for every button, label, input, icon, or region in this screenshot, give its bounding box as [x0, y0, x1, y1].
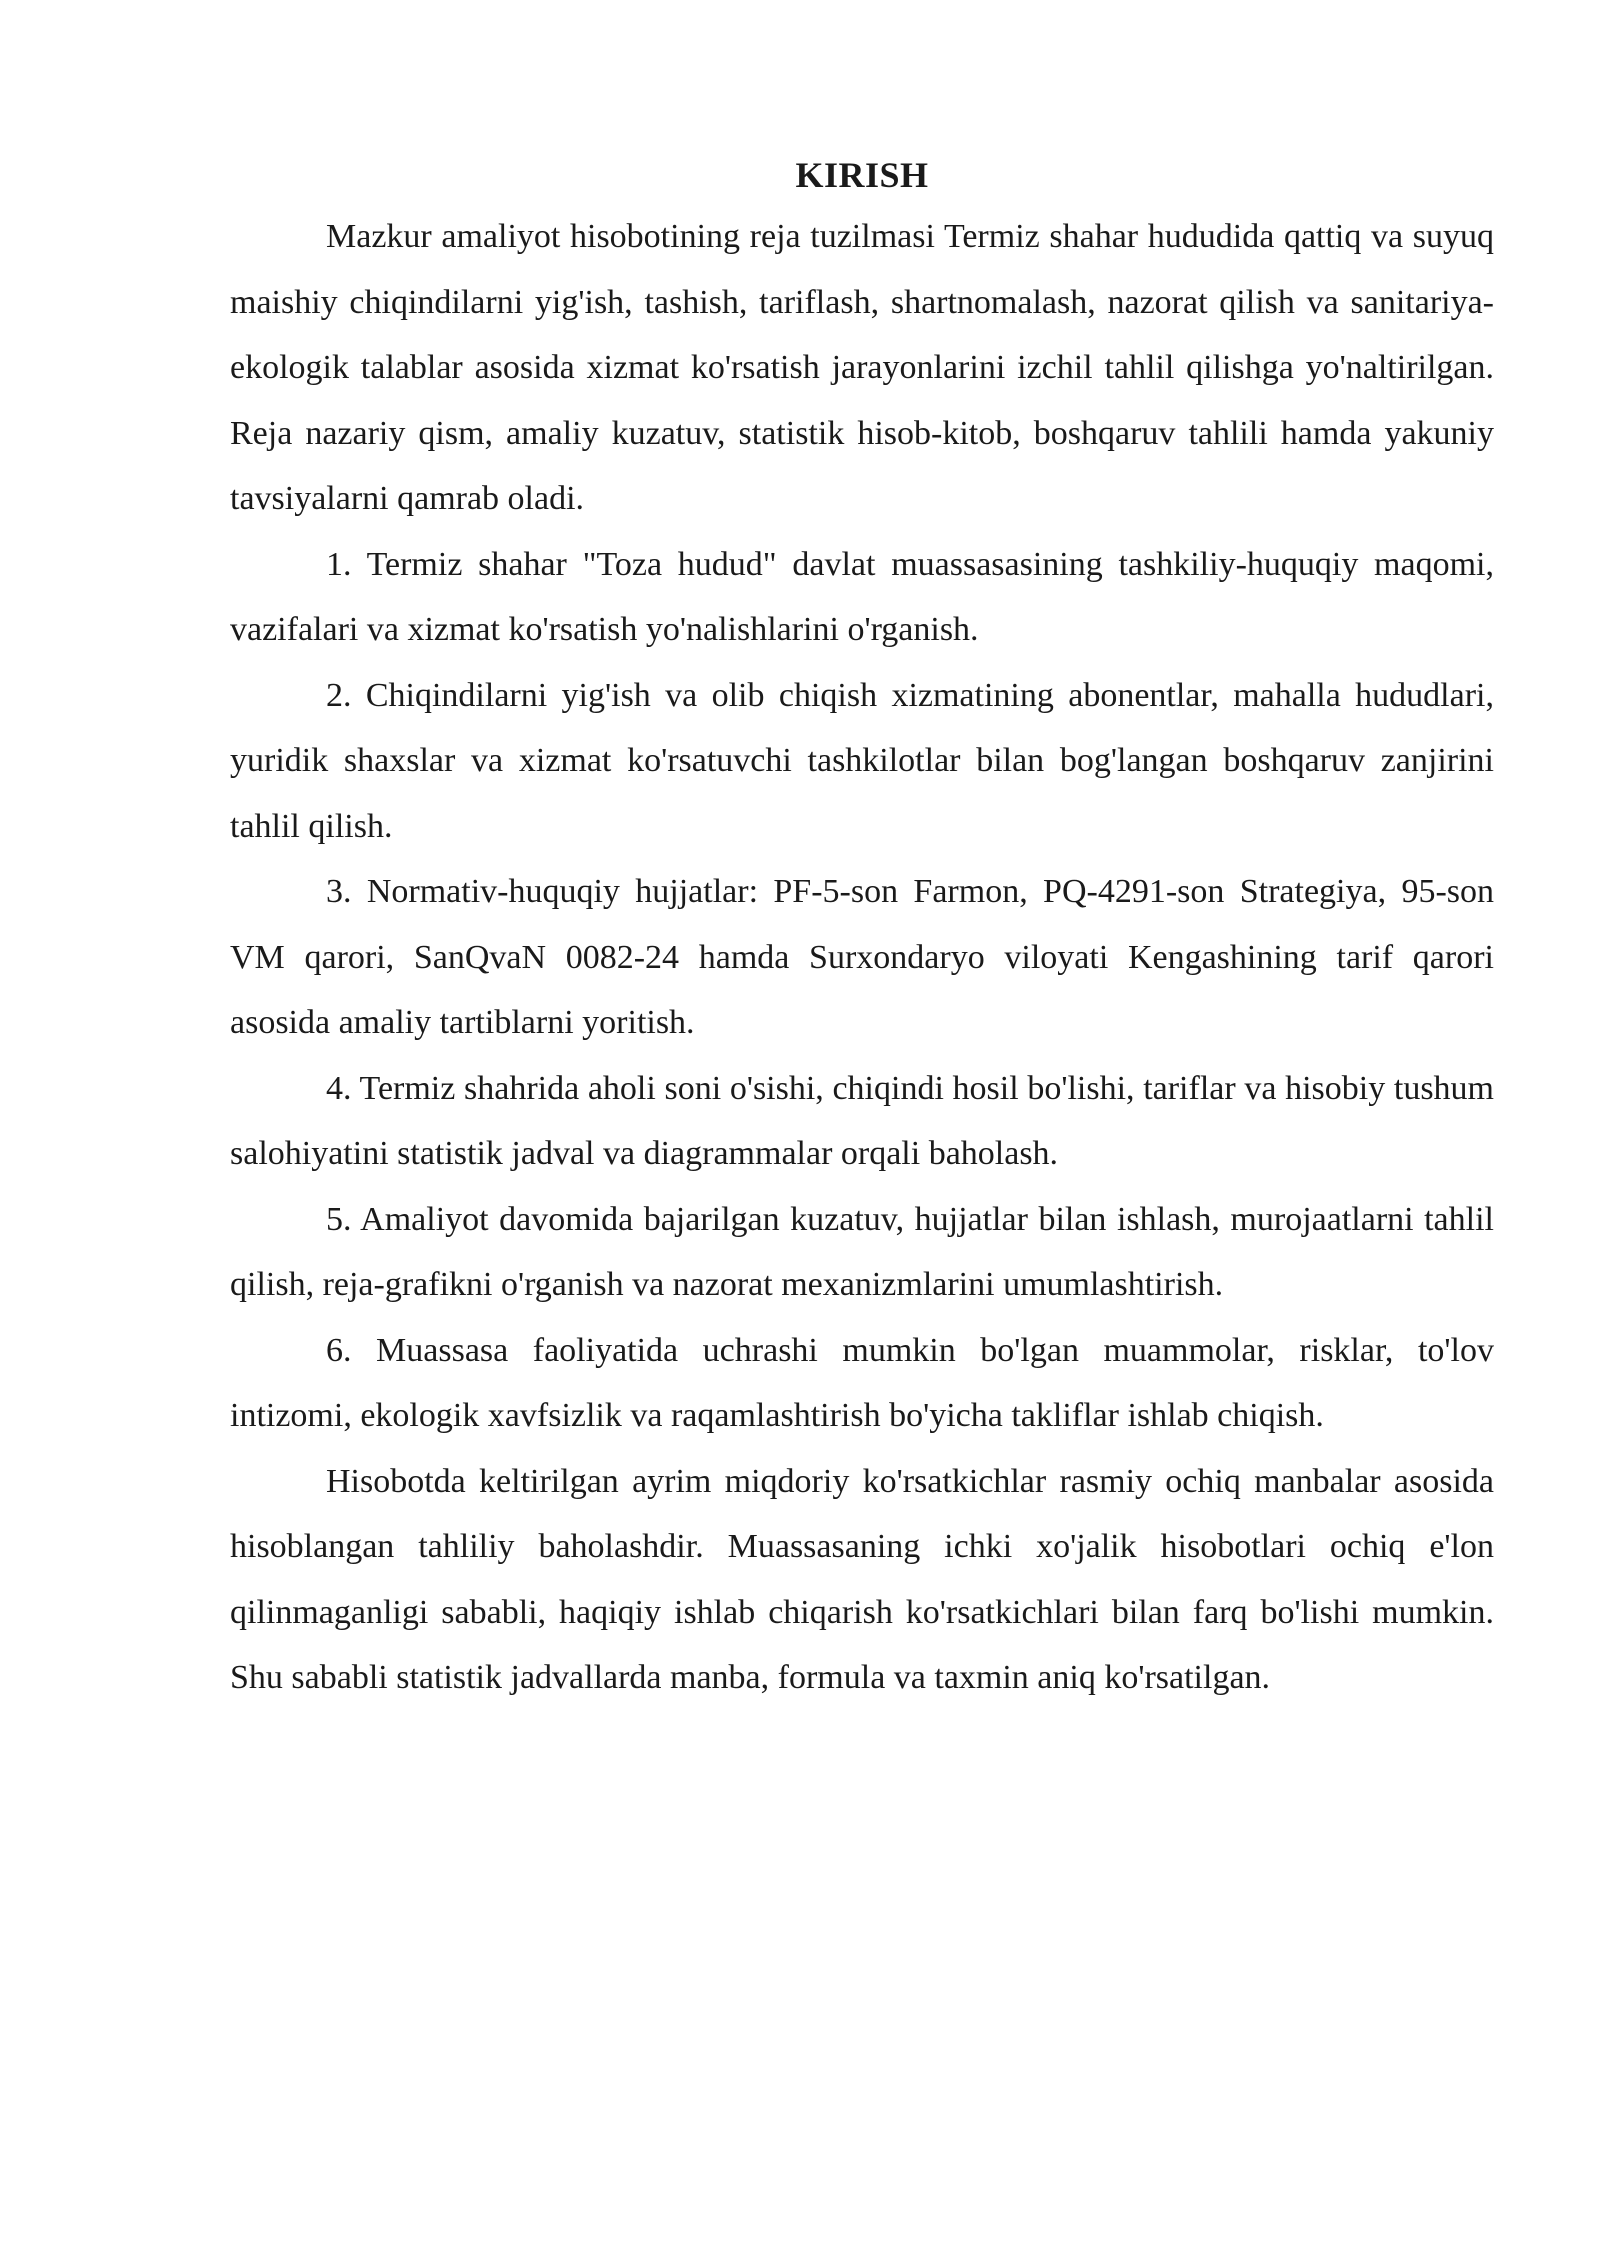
list-item-5: 5. Amaliyot davomida bajarilgan kuzatuv, hujjatlar bilan ishlash, murojaatlarni tahlil qilish, reja-grafikni o'rganish va nazorat mexanizmlarini umumlashtirish.	[230, 1200, 1494, 1303]
list-item-6: 6. Muassasa faoliyatida uchrashi mumkin bo'lgan muammolar, risklar, to'lov intizomi, ekologik xavfsizlik va raqamlashtirish bo'yicha takliflar ishlab chiqish.	[230, 1331, 1494, 1434]
list-item-4: 4. Termiz shahrida aholi soni o'sishi, chiqindi hosil bo'lishi, tariflar va hisobiy tushum salohiyatini statistik jadval va diagrammalar orqali baholash.	[230, 1069, 1494, 1172]
closing-paragraph: Hisobotda keltirilgan ayrim miqdoriy ko'rsatkichlar rasmiy ochiq manbalar asosida hisoblangan tahliliy baholashdir. Muassasaning ichki xo'jalik hisobotlari ochiq e'lon qilinmaganligi sababli, haqiqiy ishlab chiqarish ko'rsatkichlari bilan farq bo'lishi mumkin. Shu sababli statistik jadvallarda manba, formula va taxmin aniq ko'rsatilgan.	[230, 1462, 1494, 1696]
list-item-1: 1. Termiz shahar "Toza hudud" davlat muassasasining tashkiliy-huquqiy maqomi, vazifalari va xizmat ko'rsatish yo'nalishlarini o'rganish.	[230, 545, 1494, 648]
document-page	[230, 150, 1494, 1711]
page-title: KIRISH	[795, 155, 929, 195]
intro-paragraph: Mazkur amaliyot hisobotining reja tuzilmasi Termiz shahar hududida qattiq va suyuq maishiy chiqindilarni yig'ish, tashish, tariflash, shartnomalash, nazorat qilish va sanitariya-ekologik talablar asosida xizmat ko'rsatish jarayonlarini izchil tahlil qilishga yo'naltirilgan. Reja nazariy qism, amaliy kuzatuv, statistik hisob-kitob, boshqaruv tahlili hamda yakuniy tavsiyalarni qamrab oladi.	[230, 218, 1494, 517]
list-item-2: 2. Chiqindilarni yig'ish va olib chiqish xizmatining abonentlar, mahalla hududlari, yuridik shaxslar va xizmat ko'rsatuvchi tashkilotlar bilan bog'langan boshqaruv zanjirini tahlil qilish.	[230, 676, 1494, 845]
list-item-3: 3. Normativ-huquqiy hujjatlar: PF-5-son Farmon, PQ-4291-son Strategiya, 95-son VM qarori, SanQvaN 0082-24 hamda Surxondaryo viloyati Kengashining tarif qarori asosida amaliy tartiblarni yoritish.	[230, 873, 1494, 1041]
